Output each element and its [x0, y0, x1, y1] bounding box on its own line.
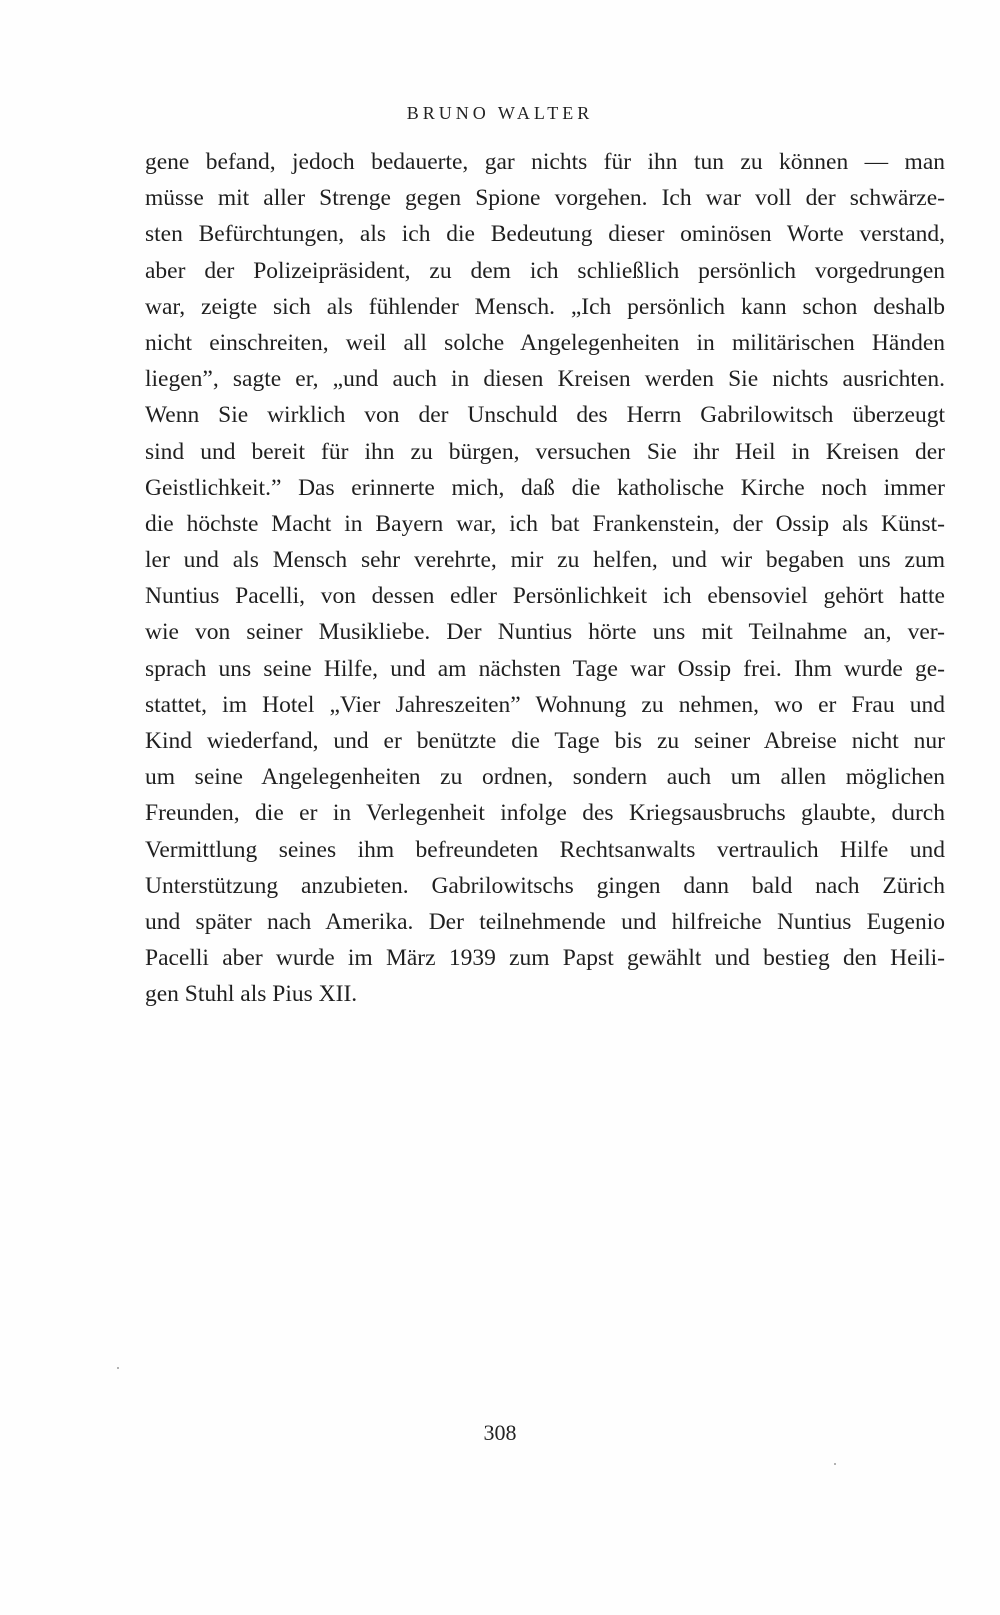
paper-speck — [117, 1367, 119, 1369]
paper-speck — [834, 1463, 836, 1465]
text-line: Vermittlung seines ihm befreundeten Rechtsanwalts vertraulich Hilfe und — [145, 836, 945, 863]
text-line: gene befand, jedoch bedauerte, gar nichts für ihn tun zu können — man — [145, 149, 945, 175]
text-line: Geistlichkeit.” Das erinnerte mich, daß die katholische Kirche noch immer — [145, 474, 945, 501]
text-line: um seine Angelegenheiten zu ordnen, sondern auch um allen möglichen — [145, 764, 945, 791]
text-line: Freunden, die er in Verlegenheit infolge des Kriegsausbruchs glaubte, durch — [145, 800, 945, 827]
text-line: müsse mit aller Strenge gegen Spione vorgehen. Ich war voll der schwärze- — [145, 185, 945, 212]
text-line: sten Befürchtungen, als ich die Bedeutung dieser ominösen Worte verstand, — [145, 221, 945, 248]
text-line: und später nach Amerika. Der teilnehmende und hilfreiche Nuntius Eugenio — [145, 908, 945, 935]
text-line: nicht einschreiten, weil all solche Angelegenheiten in militärischen Händen — [145, 329, 945, 356]
text-line: Wenn Sie wirklich von der Unschuld des Herrn Gabrilowitsch überzeugt — [145, 402, 945, 429]
running-head: BRUNO WALTER — [406, 103, 594, 123]
text-line: wie von seiner Musikliebe. Der Nuntius hörte uns mit Teilnahme an, ver- — [145, 619, 945, 646]
body-text — [145, 144, 945, 1013]
text-line: ler und als Mensch sehr verehrte, mir zu helfen, und wir begaben uns zum — [145, 547, 945, 574]
text-line: liegen”, sagte er, „und auch in diesen Kreisen werden Sie nichts ausrichten. — [145, 366, 945, 393]
text-line: Nuntius Pacelli, von dessen edler Persönlichkeit ich ebensoviel gehört hatte — [145, 583, 945, 610]
text-line: sind und bereit für ihn zu bürgen, versuchen Sie ihr Heil in Kreisen der — [145, 438, 945, 465]
text-line: Unterstützung anzubieten. Gabrilowitschs gingen dann bald nach Zürich — [145, 872, 945, 899]
text-line: sprach uns seine Hilfe, und am nächsten Tage war Ossip frei. Ihm wurde ge- — [145, 655, 945, 682]
text-line: aber der Polizeipräsident, zu dem ich schließlich persönlich vorgedrungen — [145, 257, 945, 284]
text-line: Kind wiederfand, und er benützte die Tage bis zu seiner Abreise nicht nur — [145, 728, 945, 754]
text-line: stattet, im Hotel „Vier Jahreszeiten” Wohnung zu nehmen, wo er Frau und — [145, 691, 945, 718]
text-line: Pacelli aber wurde im März 1939 zum Papst gewählt und bestieg den Heili- — [145, 945, 945, 972]
text-line: war, zeigte sich als fühlender Mensch. „Ich persönlich kann schon deshalb — [145, 293, 945, 320]
text-line: die höchste Macht in Bayern war, ich bat Frankenstein, der Ossip als Künst- — [145, 510, 945, 537]
page-number: 308 — [483, 1420, 517, 1445]
text-line-last: gen Stuhl als Pius XII. — [145, 981, 358, 1008]
